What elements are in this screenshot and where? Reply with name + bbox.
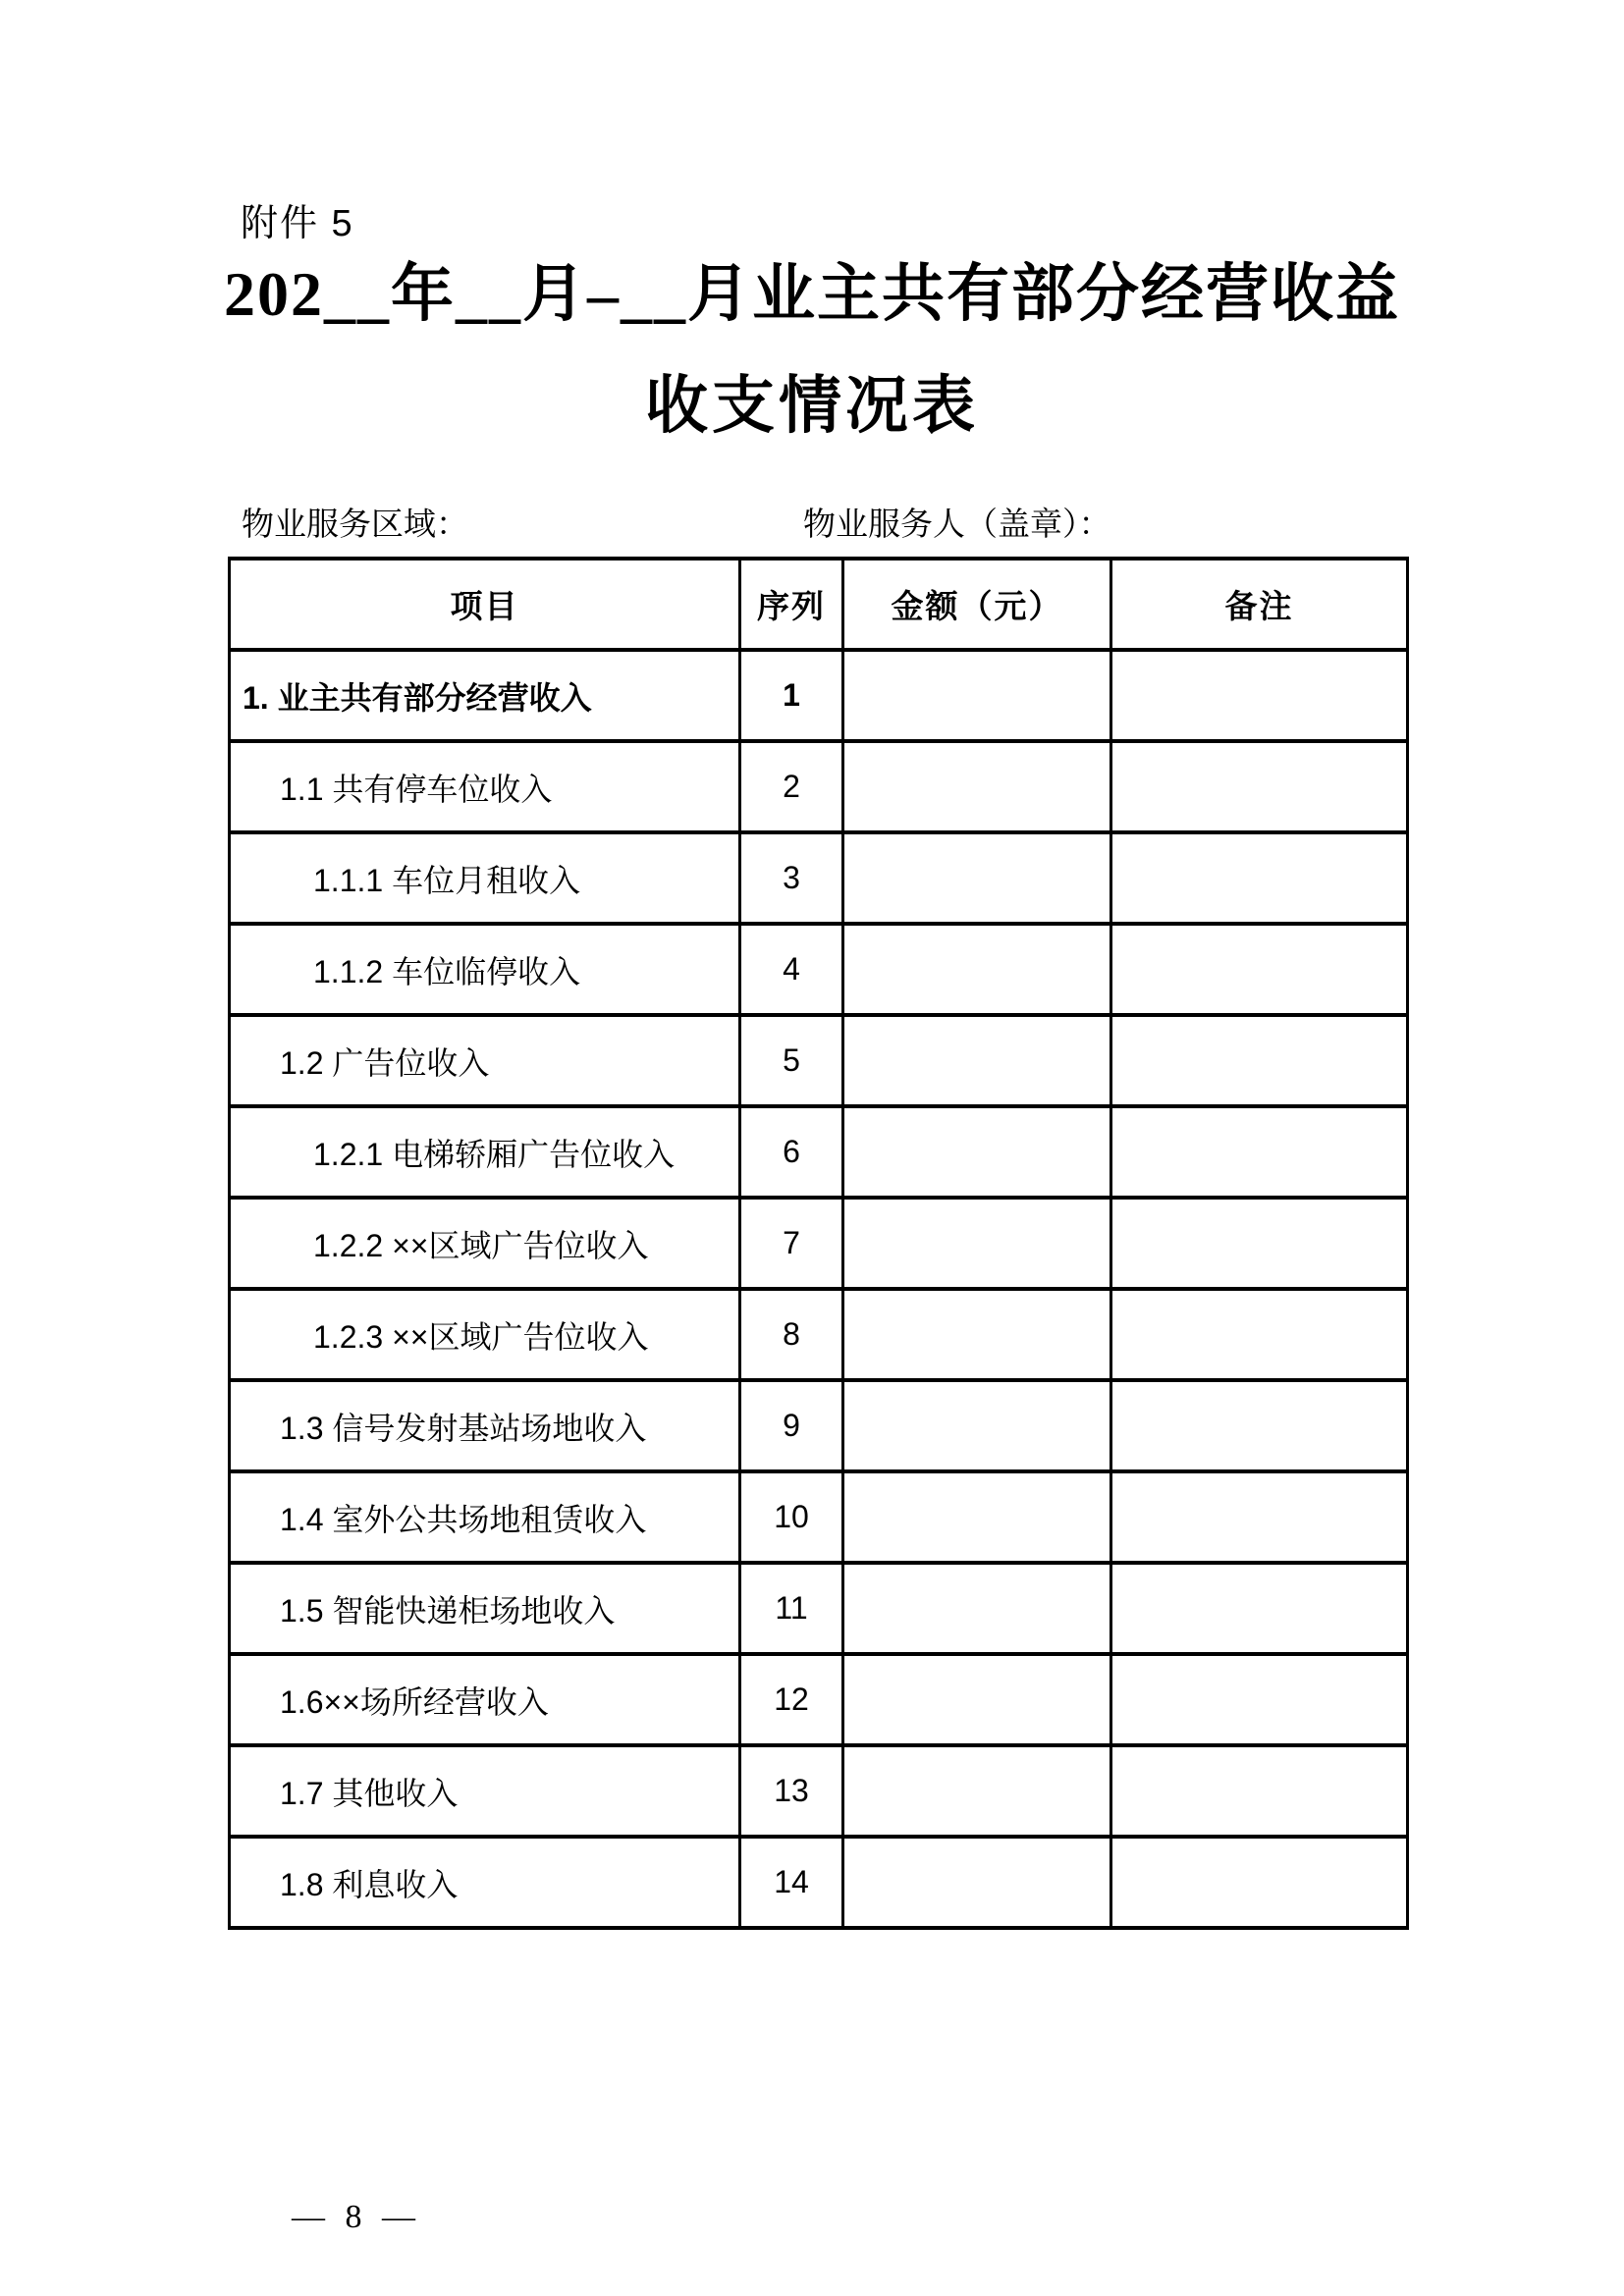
table-row — [230, 1106, 1408, 1198]
note-cell — [1111, 1106, 1408, 1198]
amount-cell — [843, 1198, 1111, 1289]
item-cell: 1. 业主共有部分经营收入 — [230, 650, 740, 741]
amount-cell — [843, 741, 1111, 832]
table-row — [230, 650, 1408, 741]
item-cell: 1.7 其他收入 — [230, 1745, 740, 1837]
amount-cell — [843, 1745, 1111, 1837]
note-cell — [1111, 650, 1408, 741]
seq-cell: 14 — [740, 1837, 843, 1928]
note-cell — [1111, 1015, 1408, 1106]
amount-cell — [843, 1015, 1111, 1106]
amount-cell — [843, 1106, 1111, 1198]
amount-cell — [843, 1380, 1111, 1471]
service-region-label: 物业服务区域： — [242, 506, 468, 542]
table-row — [230, 1837, 1408, 1928]
seq-cell: 5 — [740, 1015, 843, 1106]
amount-cell — [843, 1837, 1111, 1928]
note-cell — [1111, 1563, 1408, 1654]
note-cell — [1111, 832, 1408, 924]
seq-cell: 10 — [740, 1471, 843, 1563]
seq-cell: 4 — [740, 924, 843, 1015]
seq-cell: 7 — [740, 1198, 843, 1289]
note-cell — [1111, 1198, 1408, 1289]
seq-cell: 11 — [740, 1563, 843, 1654]
amount-cell — [843, 924, 1111, 1015]
note-cell — [1111, 924, 1408, 1015]
table-row — [230, 832, 1408, 924]
item-cell: 1.2.3 ××区域广告位收入 — [230, 1289, 740, 1380]
seq-cell: 6 — [740, 1106, 843, 1198]
amount-cell — [843, 1563, 1111, 1654]
item-cell: 1.2.2 ××区域广告位收入 — [230, 1198, 740, 1289]
item-cell: 1.8 利息收入 — [230, 1837, 740, 1928]
table-row — [230, 1380, 1408, 1471]
amount-cell — [843, 1471, 1111, 1563]
seq-cell: 8 — [740, 1289, 843, 1380]
seq-cell: 13 — [740, 1745, 843, 1837]
note-cell — [1111, 1654, 1408, 1745]
seq-cell: 12 — [740, 1654, 843, 1745]
seq-cell: 3 — [740, 832, 843, 924]
item-cell: 1.1 共有停车位收入 — [230, 741, 740, 832]
seq-cell: 2 — [740, 741, 843, 832]
table-row — [230, 1563, 1408, 1654]
amount-cell — [843, 650, 1111, 741]
note-cell — [1111, 1745, 1408, 1837]
item-cell: 1.3 信号发射基站场地收入 — [230, 1380, 740, 1471]
table-row — [230, 1654, 1408, 1745]
table-row — [230, 741, 1408, 832]
item-cell: 1.2 广告位收入 — [230, 1015, 740, 1106]
item-cell: 1.1.1 车位月租收入 — [230, 832, 740, 924]
amount-cell — [843, 832, 1111, 924]
item-cell: 1.6××场所经营收入 — [230, 1654, 740, 1745]
page-number: — 8 — — [292, 2199, 421, 2235]
header-seq: 序列 — [740, 559, 843, 650]
attachment-label: 附件 5 — [241, 203, 354, 244]
amount-cell — [843, 1654, 1111, 1745]
header-amount: 金额（元） — [843, 559, 1111, 650]
table-row — [230, 1471, 1408, 1563]
table-row — [230, 1745, 1408, 1837]
table-row — [230, 924, 1408, 1015]
note-cell — [1111, 1380, 1408, 1471]
item-cell: 1.1.2 车位临停收入 — [230, 924, 740, 1015]
page-title-line1: 202__年__月–__月业主共有部分经营收益 — [224, 259, 1400, 329]
table-row — [230, 1289, 1408, 1380]
header-note: 备注 — [1111, 559, 1408, 650]
seq-cell: 1 — [740, 650, 843, 741]
page-title-line2: 收支情况表 — [645, 371, 979, 441]
note-cell — [1111, 1837, 1408, 1928]
table-header-row — [230, 559, 1408, 650]
income-table — [228, 557, 1409, 1930]
amount-cell — [843, 1289, 1111, 1380]
note-cell — [1111, 1289, 1408, 1380]
item-cell: 1.2.1 电梯轿厢广告位收入 — [230, 1106, 740, 1198]
note-cell — [1111, 741, 1408, 832]
table-row — [230, 1198, 1408, 1289]
service-provider-label: 物业服务人（盖章）： — [803, 506, 1111, 542]
seq-cell: 9 — [740, 1380, 843, 1471]
item-cell: 1.4 室外公共场地租赁收入 — [230, 1471, 740, 1563]
note-cell — [1111, 1471, 1408, 1563]
header-item: 项目 — [230, 559, 740, 650]
item-cell: 1.5 智能快递柜场地收入 — [230, 1563, 740, 1654]
table-row — [230, 1015, 1408, 1106]
